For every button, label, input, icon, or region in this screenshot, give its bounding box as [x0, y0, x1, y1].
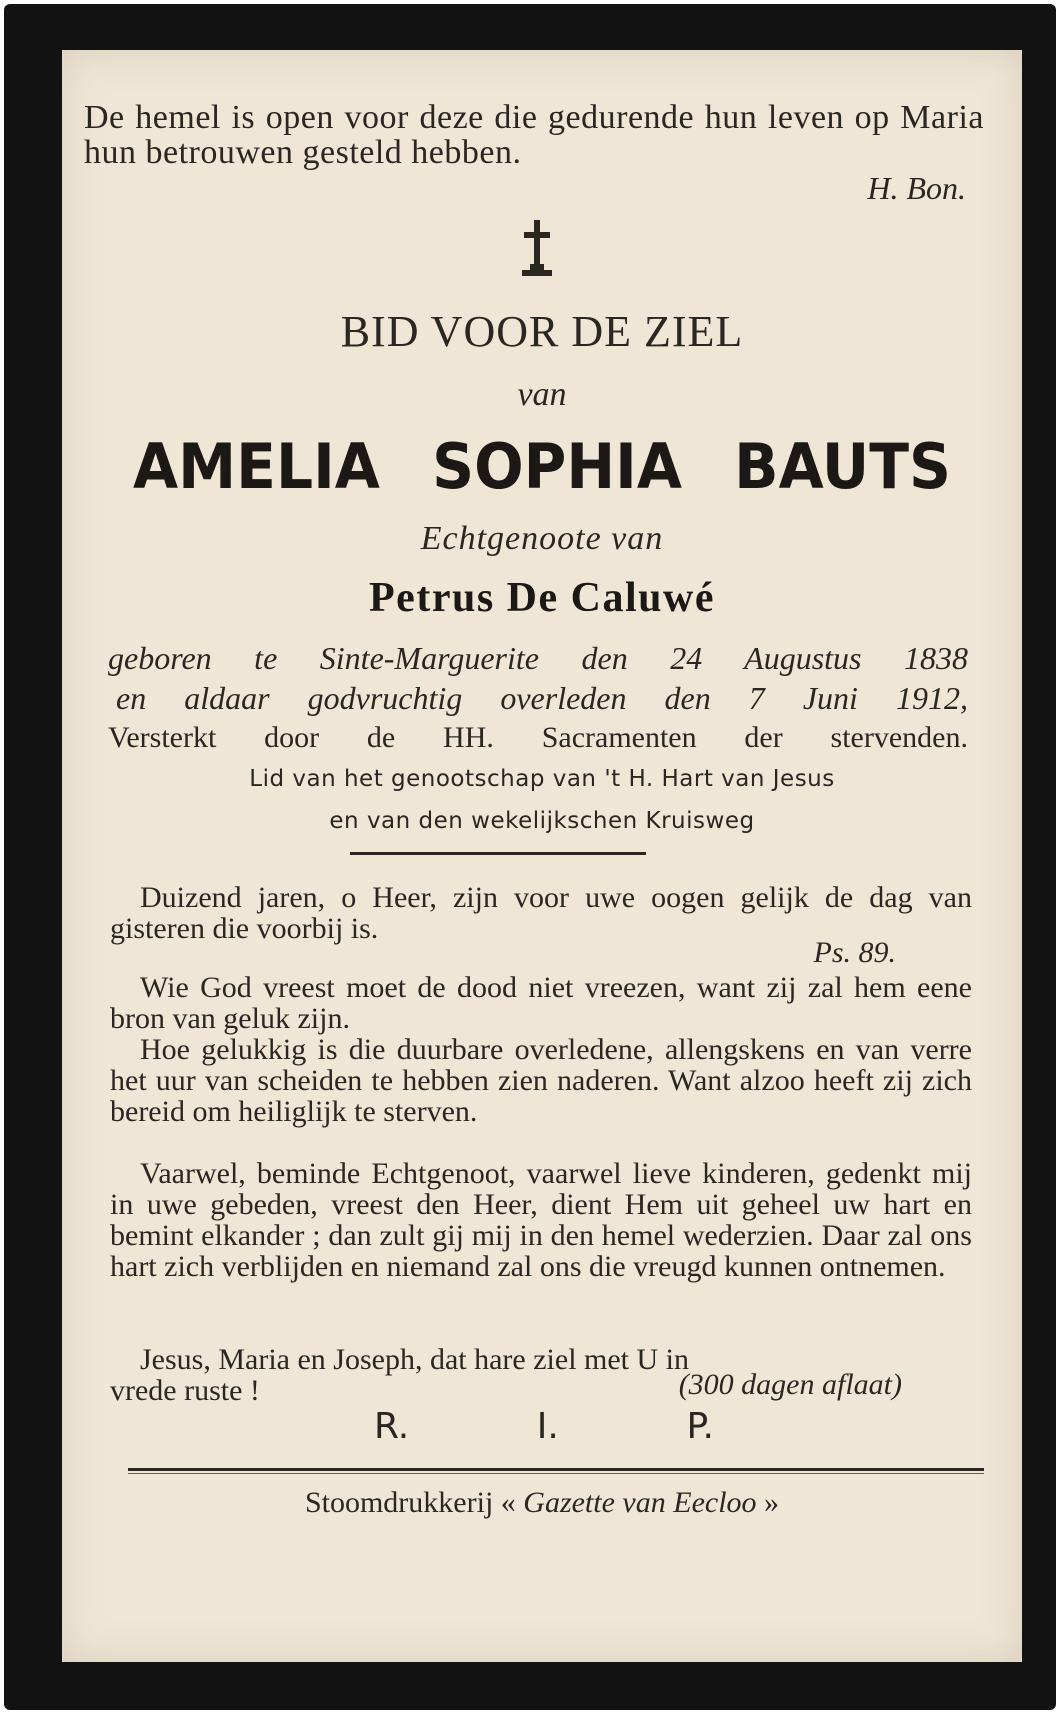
mourning-border	[4, 4, 1056, 1710]
death-line: en aldaar godvruchtig overleden den 7 Juni 1912,	[116, 680, 968, 716]
psalm-reference: Ps. 89.	[813, 936, 896, 969]
motto-text: De hemel is open voor deze die gedurende hun leven op Maria hun betrouwen gesteld hebben.	[84, 99, 984, 171]
birth-line: geboren te Sinte-Marguerite den 24 Augustus 1838	[108, 640, 968, 676]
sacraments-line: Versterkt door de HH. Sacramenten der stervenden.	[108, 721, 968, 754]
indulgence-note: (300 dagen aflaat)	[678, 1368, 902, 1401]
deceased-name: AMELIA SOPHIA BAUTS	[133, 430, 951, 503]
printer-suffix: »	[764, 1486, 780, 1519]
membership-line-2: en van den wekelijkschen Kruisweg	[329, 808, 755, 834]
divider-rule	[350, 852, 646, 855]
van-label: van	[517, 376, 567, 413]
psalm-text: Duizend jaren, o Heer, zijn voor uwe oogen gelijk de dag van gisteren die voorbij is.	[110, 881, 972, 945]
motto-author: H. Bon.	[867, 170, 966, 206]
rip-letter-p: P.	[686, 1406, 714, 1447]
rip-letter-r: R.	[374, 1406, 410, 1447]
prayer-paragraph-1: Wie God vreest moet de dood niet vreezen, want zij zal hem eene bron van geluk zijn.	[110, 971, 972, 1035]
footer-rule	[128, 1468, 984, 1471]
memorial-card	[62, 50, 1022, 1662]
rip-letter-i: I.	[536, 1406, 559, 1447]
printer-credit	[62, 1486, 1022, 1520]
spouse-name: Petrus De Caluwé	[369, 575, 715, 621]
prayer-paragraph-4: Jesus, Maria en Joseph, dat hare ziel met U in vrede ruste !	[110, 1343, 690, 1407]
prayer-paragraph-2: Hoe gelukkig is die duurbare overledene, allengskens en van verre het uur van scheiden te hebben zien naderen. Want alzoo heeft zij zich bereid om heiliglijk te sterven.	[110, 1033, 972, 1128]
prayer-title: BID VOOR DE ZIEL	[340, 307, 744, 356]
printer-name: Gazette van Eecloo	[523, 1486, 757, 1519]
printer-prefix: Stoomdrukkerij «	[304, 1486, 516, 1519]
rip-line	[374, 1406, 714, 1447]
spouse-label: Echtgenoote van	[420, 520, 664, 557]
membership-line-1: Lid van het genootschap van 't H. Hart van Jesus	[249, 766, 835, 792]
prayer-paragraph-3: Vaarwel, beminde Echtgenoot, vaarwel lieve kinderen, gedenkt mij in uwe gebeden, vreest den Heer, dient Hem uit geheel uw hart en bemint elkander ; dan zult gij mij in den hemel wederzien. Daar zal ons hart zich verblijden en niemand zal ons die vreugd kunnen ontnemen.	[110, 1157, 972, 1283]
cross-icon	[520, 220, 554, 280]
footer-rule-thin	[128, 1473, 984, 1474]
